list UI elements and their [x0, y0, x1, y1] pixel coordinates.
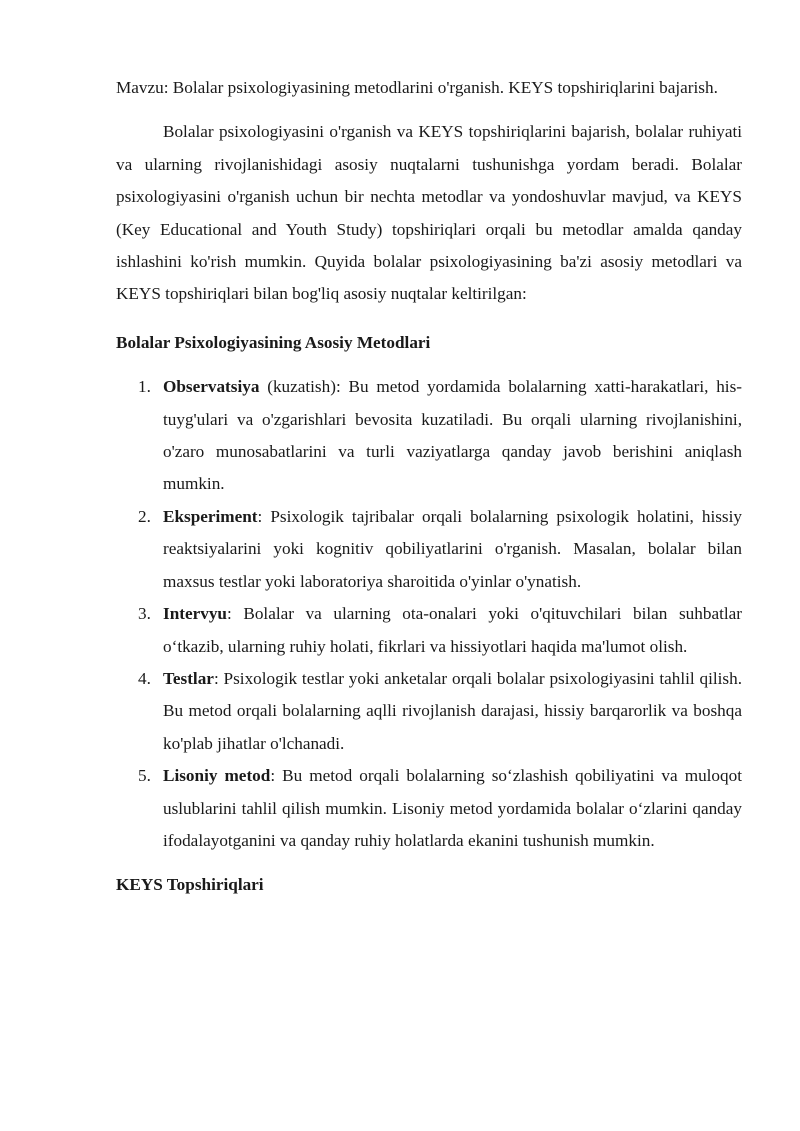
list-item-number: 4.: [138, 668, 151, 688]
list-item-number: 3.: [138, 604, 151, 624]
list-item-text: : Psixologik testlar yoki anketalar orqali bolalar psixologiyasini tahlil qilish. Bu metod orqali bolalarning aqlli rivojlanish darajasi, hissiy barqarorlik va boshqa ko'plab jihatlar o'lchanadi.: [163, 668, 742, 753]
list-item-text: : Psixologik tajribalar orqali bolalarning psixologik holatini, hissiy reaktsiyalarini yoki kognitiv qobiliyatlarini o'rganish. Masalan, bolalar bilan maxsus testlar yoki laboratoriya sharoitida o'yinlar o'ynatish.: [163, 506, 742, 591]
list-item-term: Testlar: [163, 668, 214, 688]
list-item-text: : Bu metod orqali bolalarning so‘zlashish qobiliyatini va muloqot uslublarini tahlil qilish mumkin. Lisoniy metod yordamida bolalar o‘zlarini qanday ifodalayotganini va qanday ruhiy holatlarda ekanini tushunish mumkin.: [163, 766, 742, 850]
list-item-number: 1.: [138, 377, 151, 397]
list-item: [116, 598, 742, 663]
list-item-term: Lisoniy metod: [163, 766, 271, 786]
keys-heading: KEYS Topshiriqlari: [116, 875, 264, 895]
list-item: [116, 501, 742, 598]
document-page: [116, 72, 742, 914]
methods-heading: Bolalar Psixologiyasining Asosiy Metodlari: [116, 332, 431, 352]
list-item-text: : Bolalar va ularning ota-onalari yoki o'qituvchilari bilan suhbatlar o‘tkazib, ularning ruhiy holati, fikrlari va hissiyotlari haqida ma'lumot olish.: [163, 604, 742, 656]
list-item-number: 2.: [138, 506, 151, 526]
intro-paragraph: Bolalar psixologiyasini o'rganish va KEYS topshiriqlarini bajarish, bolalar ruhiyati va ularning rivojlanishidagi asosiy nuqtalarni tushunishga yordam beradi. Bolalar psixologiyasini o'rganish uchun bir nechta metodlar va yondoshuvlar mavjud, va KEYS (Key Educational and Youth Study) topshiriqlari orqali bu metodlar amalda qanday ishlashini ko'rish mumkin. Quyida bolalar psixologiyasining ba'zi asosiy metodlari va KEYS topshiriqlari bilan bog'liq asosiy nuqtalar keltirilgan:: [116, 122, 742, 304]
list-item-number: 5.: [138, 766, 151, 786]
list-item-term: Intervyu: [163, 604, 227, 624]
topic-line: Mavzu: Bolalar psixologiyasining metodlarini o'rganish. KEYS topshiriqlarini bajarish.: [116, 78, 718, 97]
list-item-term: Eksperiment: [163, 506, 258, 526]
list-item: [116, 760, 742, 857]
list-item: [116, 663, 742, 760]
list-item-text: (kuzatish): Bu metod yordamida bolalarning xatti-harakatlari, his-tuyg'ulari va o'zgarishlari bevosita kuzatiladi. Bu orqali ularning rivojlanishini, o'zaro munosabatlarini va turli vaziyatlarga qanday javob berishini aniqlash mumkin.: [163, 377, 742, 494]
methods-list: [116, 371, 742, 857]
list-item: [116, 371, 742, 501]
list-item-term: Observatsiya: [163, 377, 260, 397]
